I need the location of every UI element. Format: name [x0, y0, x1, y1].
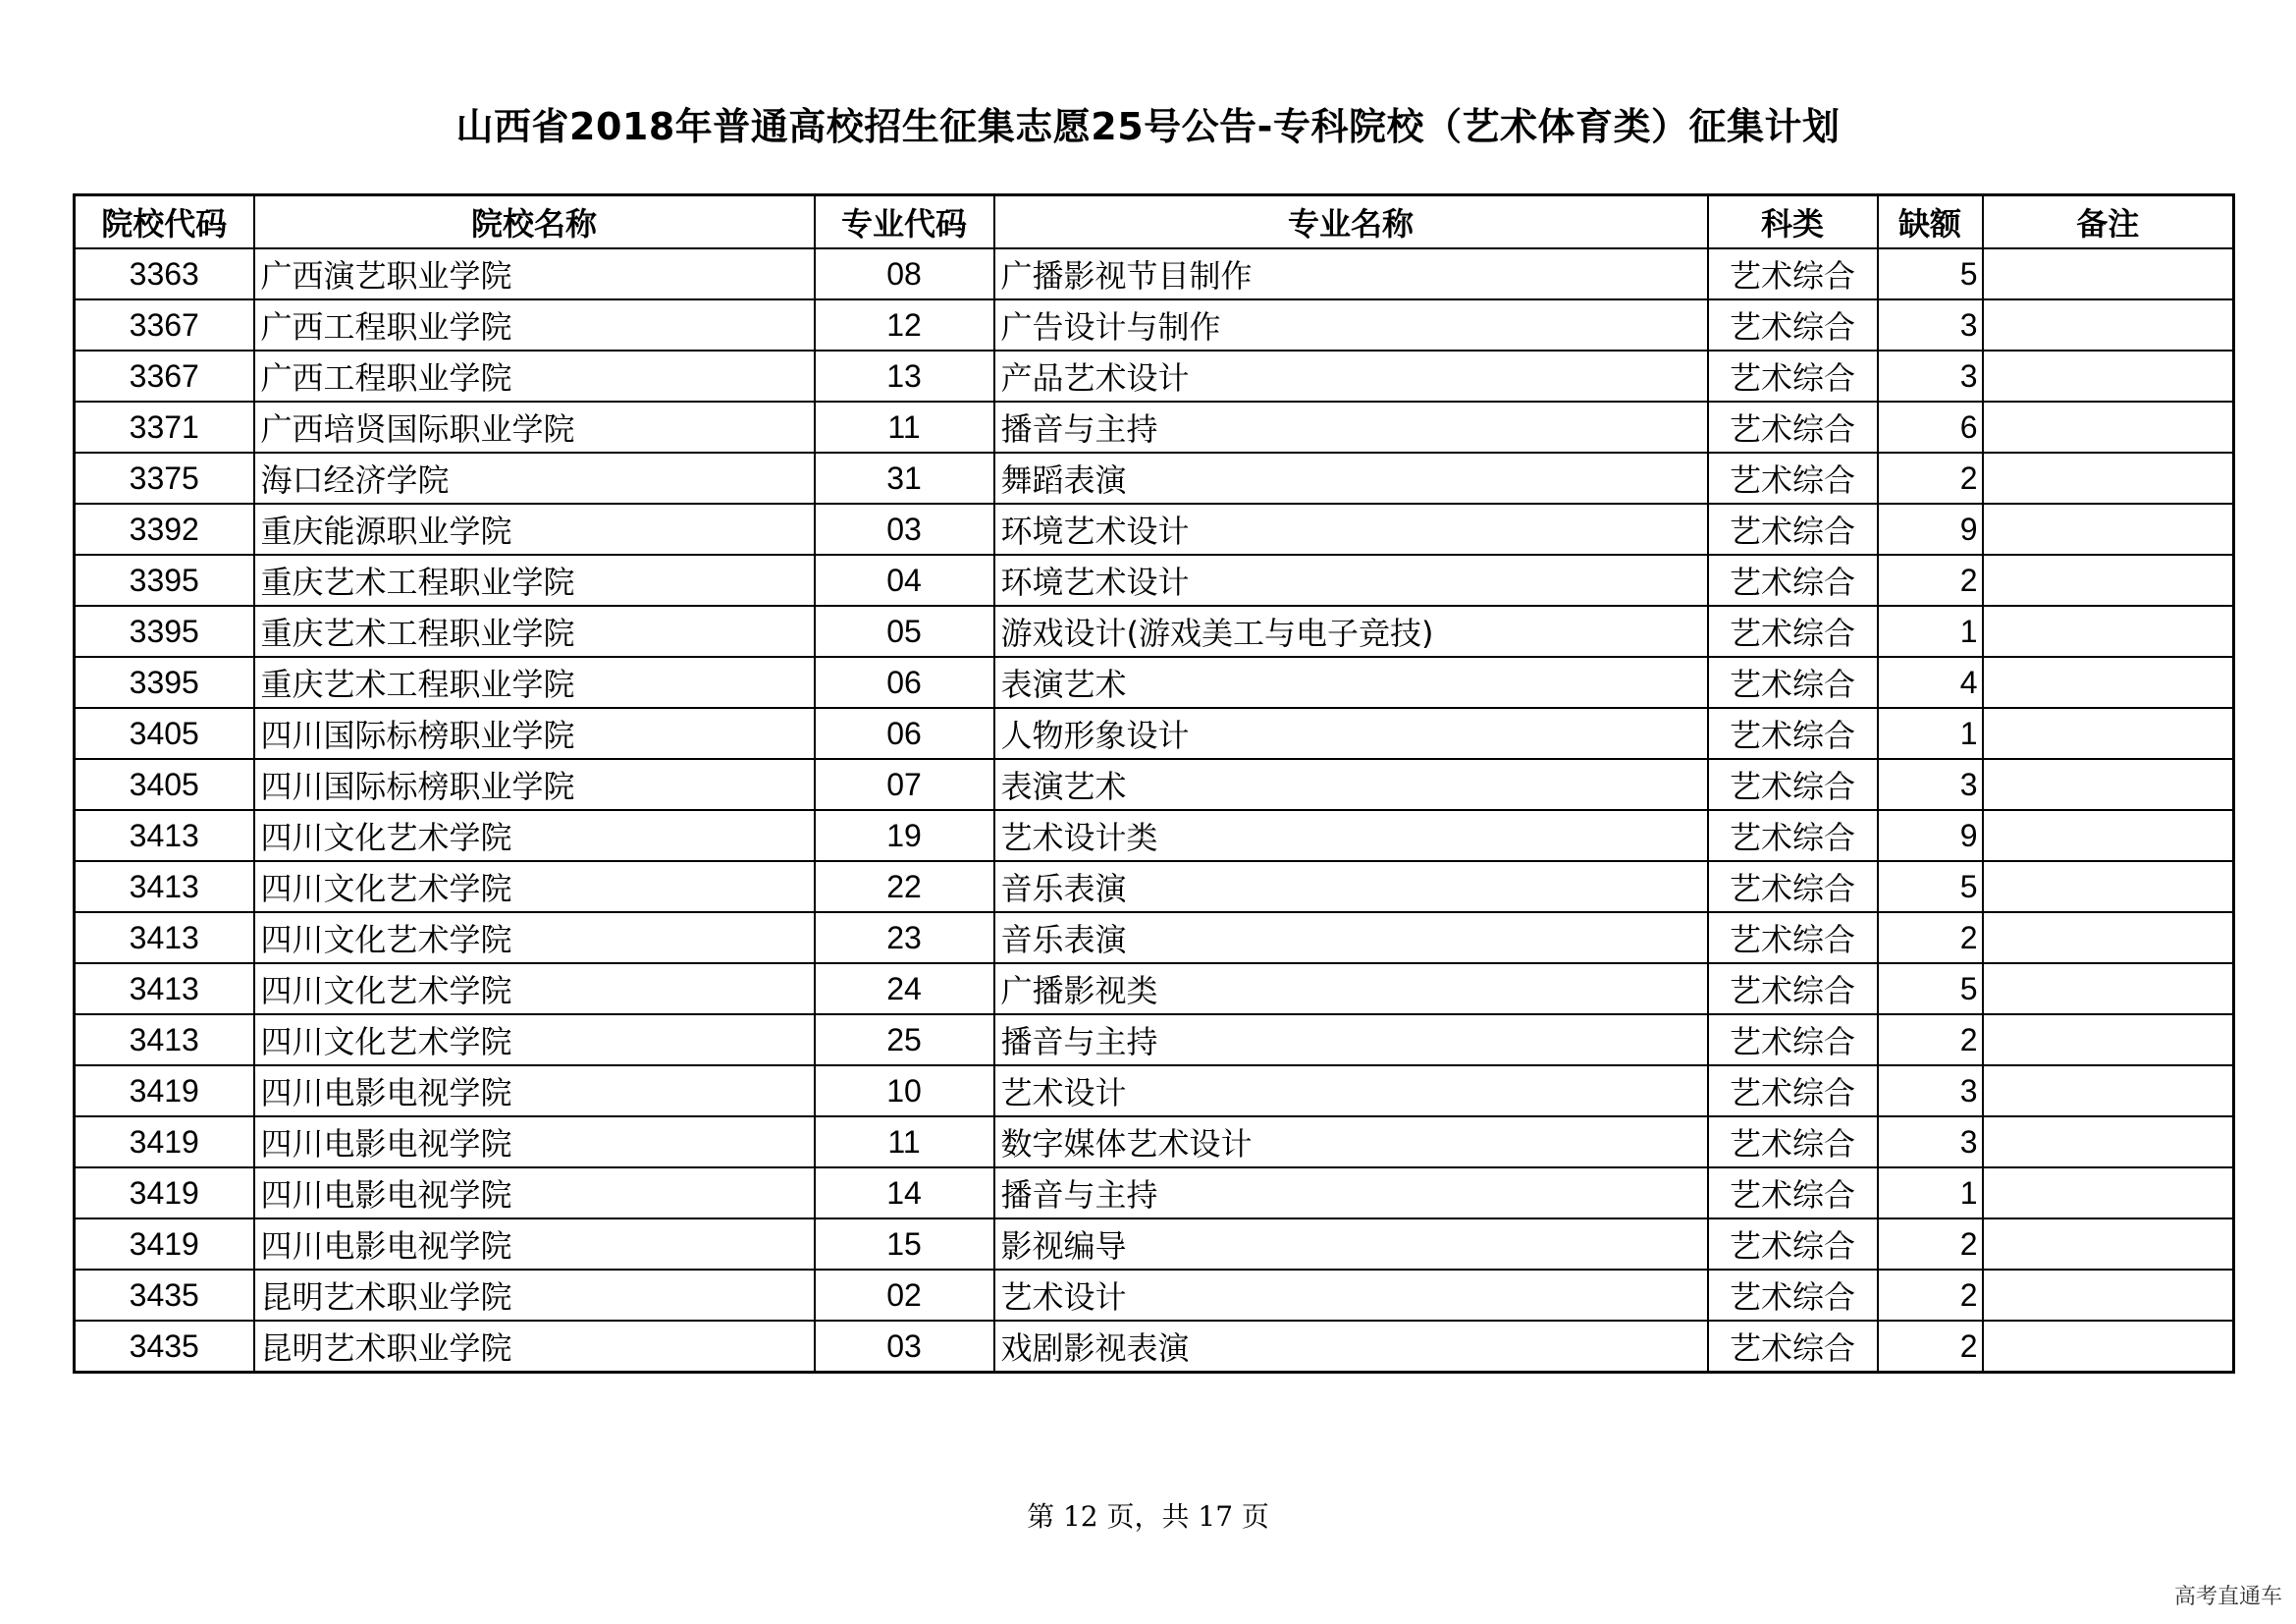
cell-category: 艺术综合: [1708, 1167, 1878, 1218]
cell-major-code: 02: [815, 1270, 994, 1321]
cell-major-name: 戏剧影视表演: [994, 1321, 1708, 1373]
table-row: [75, 912, 2234, 963]
cell-school-name: 昆明艺术职业学院: [254, 1321, 815, 1373]
cell-school-name: 广西演艺职业学院: [254, 248, 815, 299]
cell-vacancies: 1: [1878, 708, 1983, 759]
cell-category: 艺术综合: [1708, 657, 1878, 708]
cell-category: 艺术综合: [1708, 912, 1878, 963]
cell-category: 艺术综合: [1708, 1065, 1878, 1116]
cell-category: 艺术综合: [1708, 708, 1878, 759]
table-header-row: [75, 195, 2234, 249]
cell-category: 艺术综合: [1708, 606, 1878, 657]
cell-remarks: [1983, 657, 2234, 708]
cell-category: 艺术综合: [1708, 810, 1878, 861]
cell-school-name: 四川文化艺术学院: [254, 1014, 815, 1065]
cell-major-name: 游戏设计(游戏美工与电子竞技): [994, 606, 1708, 657]
cell-school-name: 四川文化艺术学院: [254, 912, 815, 963]
cell-major-name: 人物形象设计: [994, 708, 1708, 759]
cell-major-name: 音乐表演: [994, 912, 1708, 963]
cell-vacancies: 2: [1878, 912, 1983, 963]
cell-remarks: [1983, 351, 2234, 402]
cell-school-code: 3392: [75, 504, 254, 555]
cell-remarks: [1983, 1014, 2234, 1065]
cell-school-code: 3419: [75, 1218, 254, 1270]
table-row: [75, 1270, 2234, 1321]
cell-major-code: 24: [815, 963, 994, 1014]
cell-school-code: 3363: [75, 248, 254, 299]
cell-major-name: 艺术设计类: [994, 810, 1708, 861]
cell-vacancies: 4: [1878, 657, 1983, 708]
cell-vacancies: 3: [1878, 759, 1983, 810]
cell-major-name: 广播影视类: [994, 963, 1708, 1014]
cell-school-name: 四川电影电视学院: [254, 1116, 815, 1167]
table-row: [75, 504, 2234, 555]
cell-remarks: [1983, 1116, 2234, 1167]
table-row: [75, 402, 2234, 453]
cell-major-code: 06: [815, 657, 994, 708]
cell-major-name: 播音与主持: [994, 1014, 1708, 1065]
table-row: [75, 351, 2234, 402]
cell-school-name: 广西培贤国际职业学院: [254, 402, 815, 453]
table-row: [75, 861, 2234, 912]
column-header-category: 科类: [1708, 195, 1878, 249]
table-row: [75, 555, 2234, 606]
cell-major-name: 环境艺术设计: [994, 555, 1708, 606]
table-row: [75, 1218, 2234, 1270]
column-header-major-name: 专业名称: [994, 195, 1708, 249]
table-row: [75, 963, 2234, 1014]
cell-category: 艺术综合: [1708, 504, 1878, 555]
cell-major-name: 播音与主持: [994, 402, 1708, 453]
cell-major-name: 表演艺术: [994, 657, 1708, 708]
cell-school-code: 3395: [75, 606, 254, 657]
cell-school-name: 四川文化艺术学院: [254, 861, 815, 912]
cell-major-code: 11: [815, 402, 994, 453]
cell-school-code: 3419: [75, 1167, 254, 1218]
cell-major-code: 31: [815, 453, 994, 504]
cell-school-name: 广西工程职业学院: [254, 351, 815, 402]
page-footer: 第 12 页，共 17 页: [1027, 1500, 1269, 1533]
cell-vacancies: 5: [1878, 248, 1983, 299]
cell-major-code: 03: [815, 504, 994, 555]
cell-remarks: [1983, 912, 2234, 963]
cell-school-name: 四川国际标榜职业学院: [254, 759, 815, 810]
cell-remarks: [1983, 963, 2234, 1014]
cell-remarks: [1983, 1270, 2234, 1321]
column-header-vacancies: 缺额: [1878, 195, 1983, 249]
cell-category: 艺术综合: [1708, 299, 1878, 351]
cell-vacancies: 2: [1878, 1014, 1983, 1065]
cell-category: 艺术综合: [1708, 1321, 1878, 1373]
cell-school-name: 四川电影电视学院: [254, 1218, 815, 1270]
cell-remarks: [1983, 606, 2234, 657]
cell-school-name: 海口经济学院: [254, 453, 815, 504]
cell-category: 艺术综合: [1708, 453, 1878, 504]
cell-vacancies: 2: [1878, 555, 1983, 606]
cell-major-code: 05: [815, 606, 994, 657]
cell-school-name: 重庆艺术工程职业学院: [254, 657, 815, 708]
table-row: [75, 1014, 2234, 1065]
cell-school-code: 3375: [75, 453, 254, 504]
enrollment-plan-table: [73, 193, 2235, 1374]
cell-major-name: 播音与主持: [994, 1167, 1708, 1218]
cell-remarks: [1983, 708, 2234, 759]
cell-category: 艺术综合: [1708, 402, 1878, 453]
cell-school-name: 重庆艺术工程职业学院: [254, 606, 815, 657]
cell-remarks: [1983, 299, 2234, 351]
cell-major-name: 艺术设计: [994, 1065, 1708, 1116]
cell-major-code: 08: [815, 248, 994, 299]
cell-school-code: 3419: [75, 1065, 254, 1116]
cell-vacancies: 3: [1878, 351, 1983, 402]
cell-major-code: 10: [815, 1065, 994, 1116]
cell-school-name: 四川国际标榜职业学院: [254, 708, 815, 759]
cell-vacancies: 3: [1878, 299, 1983, 351]
cell-major-code: 04: [815, 555, 994, 606]
cell-major-code: 14: [815, 1167, 994, 1218]
table-row: [75, 1167, 2234, 1218]
cell-school-code: 3395: [75, 555, 254, 606]
column-header-remarks: 备注: [1983, 195, 2234, 249]
cell-major-code: 06: [815, 708, 994, 759]
cell-school-code: 3413: [75, 963, 254, 1014]
cell-school-name: 四川电影电视学院: [254, 1065, 815, 1116]
cell-vacancies: 3: [1878, 1116, 1983, 1167]
cell-school-code: 3413: [75, 1014, 254, 1065]
cell-remarks: [1983, 504, 2234, 555]
cell-major-code: 12: [815, 299, 994, 351]
cell-major-name: 表演艺术: [994, 759, 1708, 810]
table-row: [75, 248, 2234, 299]
table-row: [75, 299, 2234, 351]
cell-remarks: [1983, 1218, 2234, 1270]
cell-remarks: [1983, 1321, 2234, 1373]
cell-school-name: 重庆艺术工程职业学院: [254, 555, 815, 606]
cell-school-code: 3435: [75, 1270, 254, 1321]
cell-school-code: 3405: [75, 708, 254, 759]
cell-school-code: 3395: [75, 657, 254, 708]
column-header-school-code: 院校代码: [75, 195, 254, 249]
cell-school-name: 四川文化艺术学院: [254, 963, 815, 1014]
cell-school-name: 昆明艺术职业学院: [254, 1270, 815, 1321]
cell-vacancies: 9: [1878, 504, 1983, 555]
cell-remarks: [1983, 453, 2234, 504]
cell-major-code: 25: [815, 1014, 994, 1065]
cell-remarks: [1983, 861, 2234, 912]
cell-category: 艺术综合: [1708, 351, 1878, 402]
cell-major-code: 19: [815, 810, 994, 861]
cell-school-code: 3413: [75, 861, 254, 912]
cell-school-code: 3367: [75, 351, 254, 402]
column-header-school-name: 院校名称: [254, 195, 815, 249]
cell-major-code: 22: [815, 861, 994, 912]
cell-major-code: 07: [815, 759, 994, 810]
cell-major-code: 11: [815, 1116, 994, 1167]
cell-school-code: 3405: [75, 759, 254, 810]
cell-vacancies: 2: [1878, 1218, 1983, 1270]
cell-school-name: 重庆能源职业学院: [254, 504, 815, 555]
cell-remarks: [1983, 759, 2234, 810]
cell-category: 艺术综合: [1708, 759, 1878, 810]
cell-remarks: [1983, 402, 2234, 453]
cell-category: 艺术综合: [1708, 1014, 1878, 1065]
cell-school-code: 3413: [75, 810, 254, 861]
table-row: [75, 453, 2234, 504]
cell-remarks: [1983, 248, 2234, 299]
cell-category: 艺术综合: [1708, 1116, 1878, 1167]
table-row: [75, 657, 2234, 708]
cell-major-name: 环境艺术设计: [994, 504, 1708, 555]
cell-vacancies: 2: [1878, 453, 1983, 504]
cell-category: 艺术综合: [1708, 248, 1878, 299]
cell-vacancies: 6: [1878, 402, 1983, 453]
cell-major-name: 舞蹈表演: [994, 453, 1708, 504]
cell-school-code: 3371: [75, 402, 254, 453]
cell-category: 艺术综合: [1708, 1270, 1878, 1321]
cell-vacancies: 1: [1878, 1167, 1983, 1218]
cell-major-name: 产品艺术设计: [994, 351, 1708, 402]
cell-major-name: 艺术设计: [994, 1270, 1708, 1321]
cell-category: 艺术综合: [1708, 555, 1878, 606]
cell-major-name: 影视编导: [994, 1218, 1708, 1270]
cell-vacancies: 9: [1878, 810, 1983, 861]
cell-school-code: 3413: [75, 912, 254, 963]
cell-category: 艺术综合: [1708, 963, 1878, 1014]
cell-school-name: 四川电影电视学院: [254, 1167, 815, 1218]
cell-remarks: [1983, 1167, 2234, 1218]
table-row: [75, 1116, 2234, 1167]
cell-vacancies: 3: [1878, 1065, 1983, 1116]
table-row: [75, 1321, 2234, 1373]
cell-major-code: 15: [815, 1218, 994, 1270]
cell-major-name: 音乐表演: [994, 861, 1708, 912]
cell-major-code: 13: [815, 351, 994, 402]
column-header-major-code: 专业代码: [815, 195, 994, 249]
cell-school-name: 广西工程职业学院: [254, 299, 815, 351]
table-row: [75, 759, 2234, 810]
cell-vacancies: 5: [1878, 861, 1983, 912]
watermark: 高考直通车: [2173, 1585, 2282, 1609]
table-row: [75, 708, 2234, 759]
cell-vacancies: 2: [1878, 1321, 1983, 1373]
table-row: [75, 606, 2234, 657]
cell-major-name: 广告设计与制作: [994, 299, 1708, 351]
cell-school-name: 四川文化艺术学院: [254, 810, 815, 861]
cell-remarks: [1983, 810, 2234, 861]
cell-vacancies: 5: [1878, 963, 1983, 1014]
cell-category: 艺术综合: [1708, 1218, 1878, 1270]
cell-category: 艺术综合: [1708, 861, 1878, 912]
cell-school-code: 3419: [75, 1116, 254, 1167]
page-title: 山西省2018年普通高校招生征集志愿25号公告-专科院校（艺术体育类）征集计划: [455, 105, 1841, 148]
cell-school-code: 3435: [75, 1321, 254, 1373]
table-row: [75, 1065, 2234, 1116]
cell-remarks: [1983, 1065, 2234, 1116]
cell-major-code: 03: [815, 1321, 994, 1373]
cell-major-code: 23: [815, 912, 994, 963]
cell-major-name: 广播影视节目制作: [994, 248, 1708, 299]
cell-remarks: [1983, 555, 2234, 606]
cell-major-name: 数字媒体艺术设计: [994, 1116, 1708, 1167]
table-row: [75, 810, 2234, 861]
cell-school-code: 3367: [75, 299, 254, 351]
cell-vacancies: 1: [1878, 606, 1983, 657]
cell-vacancies: 2: [1878, 1270, 1983, 1321]
